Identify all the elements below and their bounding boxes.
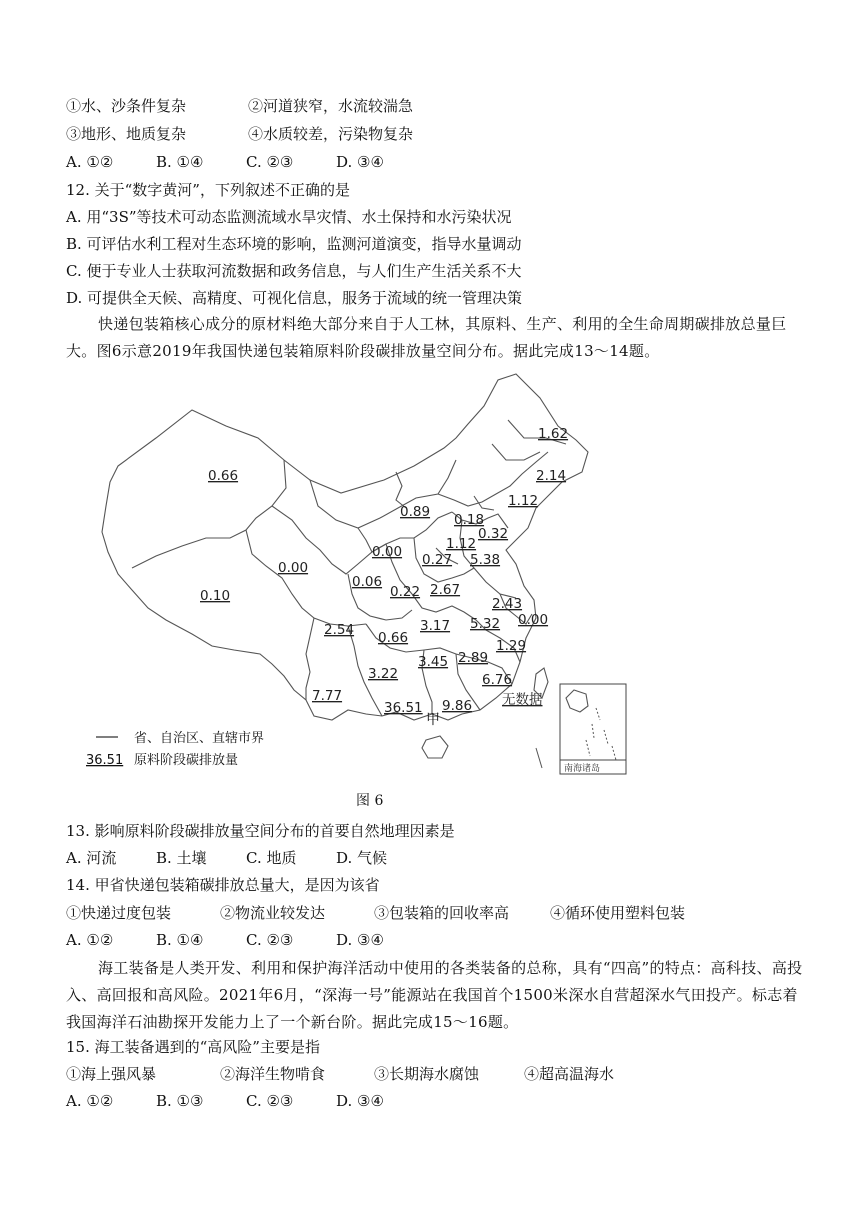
q11-option-row-2 (66, 123, 413, 145)
q11-option-2: ②河道狭窄，水流较湍急 (248, 97, 414, 115)
q14-stem: 14. 甲省快递包装箱碳排放总量大，是因为该省 (66, 876, 380, 894)
q14-option-2: ②物流业较发达 (220, 904, 326, 922)
map-value: 0.32 (478, 526, 509, 542)
q12-stem: 12. 关于“数字黄河”，下列叙述不正确的是 (66, 181, 350, 199)
q15-answers (66, 1090, 384, 1112)
map-value: 5.38 (470, 552, 501, 568)
legend-sample-value: 36.51 (86, 753, 124, 768)
q15-options (66, 1063, 614, 1085)
q14-option-3: ③包装箱的回收率高 (374, 904, 510, 922)
q11-answer-a: A. ①② (66, 153, 114, 171)
q15-option-4: ④超高温海水 (524, 1065, 615, 1083)
passage-2: 海工装备是人类开发、利用和保护海洋活动中使用的各类装备的总称，具有“四高”的特点：高科技、高投入、高回报和高风险。2021年6月，“深海一号”能源站在我国首个1500米深水自营超深水气田投产。标志着我国海洋石油勘探开发能力上了一个新台阶。据此完成15～16题。 (66, 959, 803, 1031)
q15-answer-b: B. ①③ (156, 1092, 204, 1110)
map-value: 0.00 (518, 612, 549, 628)
q12-option-b: B. 可评估水利工程对生态环境的影响，监测河道演变，指导水量调动 (66, 235, 522, 253)
q12-option-c: C. 便于专业人士获取河流数据和政务信息，与人们生产生活关系不大 (66, 262, 522, 280)
map-value: 0.66 (208, 468, 239, 484)
q14-answer-a: A. ①② (66, 931, 114, 949)
province-marker: 甲 (426, 712, 440, 728)
q13-stem: 13. 影响原料阶段碳排放量空间分布的首要自然地理因素是 (66, 822, 455, 840)
q15-stem: 15. 海工装备遇到的“高风险”主要是指 (66, 1038, 320, 1056)
map-value: 9.86 (442, 698, 473, 714)
figure-caption: 图 6 (356, 793, 384, 809)
q15-option-2: ②海洋生物啃食 (220, 1065, 326, 1083)
map-value: 2.14 (536, 468, 567, 484)
q11-option-1: ①水、沙条件复杂 (66, 97, 187, 115)
q15-option-1: ①海上强风暴 (66, 1065, 157, 1083)
q11-answer-b: B. ①④ (156, 153, 204, 171)
map-value: 0.22 (390, 584, 421, 600)
q11-answer-c: C. ②③ (246, 153, 294, 171)
map-value: 0.27 (422, 552, 453, 568)
q13-answer-a: A. 河流 (66, 849, 117, 867)
map-value: 1.62 (538, 426, 569, 442)
map-value: 0.89 (400, 504, 431, 520)
q13-answers (66, 847, 387, 869)
inset-label: 南海诸岛 (564, 764, 601, 774)
map-value: 2.43 (492, 596, 523, 612)
q11-option-row-1 (66, 95, 413, 117)
legend-boundary-label: 省、自治区、直辖市界 (134, 731, 265, 746)
q12-option-a: A. 用“3S”等技术可动态监测流域水旱灾情、水土保持和水污染状况 (66, 208, 512, 226)
q15-answer-d: D. ③④ (336, 1092, 384, 1110)
q14-options (66, 902, 685, 924)
map-value: 7.77 (312, 688, 343, 704)
map-value: 2.67 (430, 582, 461, 598)
map-value: 6.76 (482, 672, 513, 688)
q13-answer-d: D. 气候 (336, 849, 388, 867)
map-value: 0.66 (378, 630, 409, 646)
map-value: 1.12 (446, 536, 477, 552)
china-carbon-map (86, 368, 636, 778)
q12-option-d: D. 可提供全天候、高精度、可视化信息，服务于流域的统一管理决策 (66, 289, 523, 307)
map-value: 5.32 (470, 616, 501, 632)
passage-1: 快递包装箱核心成分的原材料绝大部分来自于人工林，其原料、生产、利用的全生命周期碳排放总量巨大。图6示意2019年我国快递包装箱原料阶段碳排放量空间分布。据此完成13～14题。 (66, 315, 787, 360)
q14-answer-d: D. ③④ (336, 931, 384, 949)
q13-answer-b: B. 土壤 (156, 849, 207, 867)
q15-answer-c: C. ②③ (246, 1092, 294, 1110)
q11-option-3: ③地形、地质复杂 (66, 125, 187, 143)
map-legend (86, 730, 264, 768)
q11-answers (66, 151, 384, 173)
q15-answer-a: A. ①② (66, 1092, 114, 1110)
q11-answer-d: D. ③④ (336, 153, 384, 171)
map-value-no-data: 无数据 (502, 692, 543, 708)
q15-option-3: ③长期海水腐蚀 (374, 1065, 480, 1083)
south-china-sea-inset (536, 684, 626, 774)
map-value: 0.06 (352, 574, 383, 590)
map-value: 3.17 (420, 618, 451, 634)
map-value: 0.00 (278, 560, 309, 576)
q14-option-4: ④循环使用塑料包装 (550, 904, 686, 922)
q14-option-1: ①快递过度包装 (66, 904, 172, 922)
map-value: 1.12 (508, 493, 539, 509)
q14-answer-c: C. ②③ (246, 931, 294, 949)
map-value: 2.54 (324, 622, 355, 638)
legend-value-label: 原料阶段碳排放量 (134, 753, 239, 768)
map-value: 3.22 (368, 666, 399, 682)
map-value: 2.89 (458, 650, 489, 666)
map-value: 3.45 (418, 654, 449, 670)
map-value: 1.29 (496, 638, 527, 654)
q14-answers (66, 929, 384, 951)
q13-answer-c: C. 地质 (246, 849, 297, 867)
q11-option-4: ④水质较差，污染物复杂 (248, 125, 414, 143)
q14-answer-b: B. ①④ (156, 931, 204, 949)
map-value: 0.00 (372, 544, 403, 560)
map-value: 0.10 (200, 588, 231, 604)
map-value: 36.51 (384, 700, 423, 716)
map-value: 0.18 (454, 512, 485, 528)
